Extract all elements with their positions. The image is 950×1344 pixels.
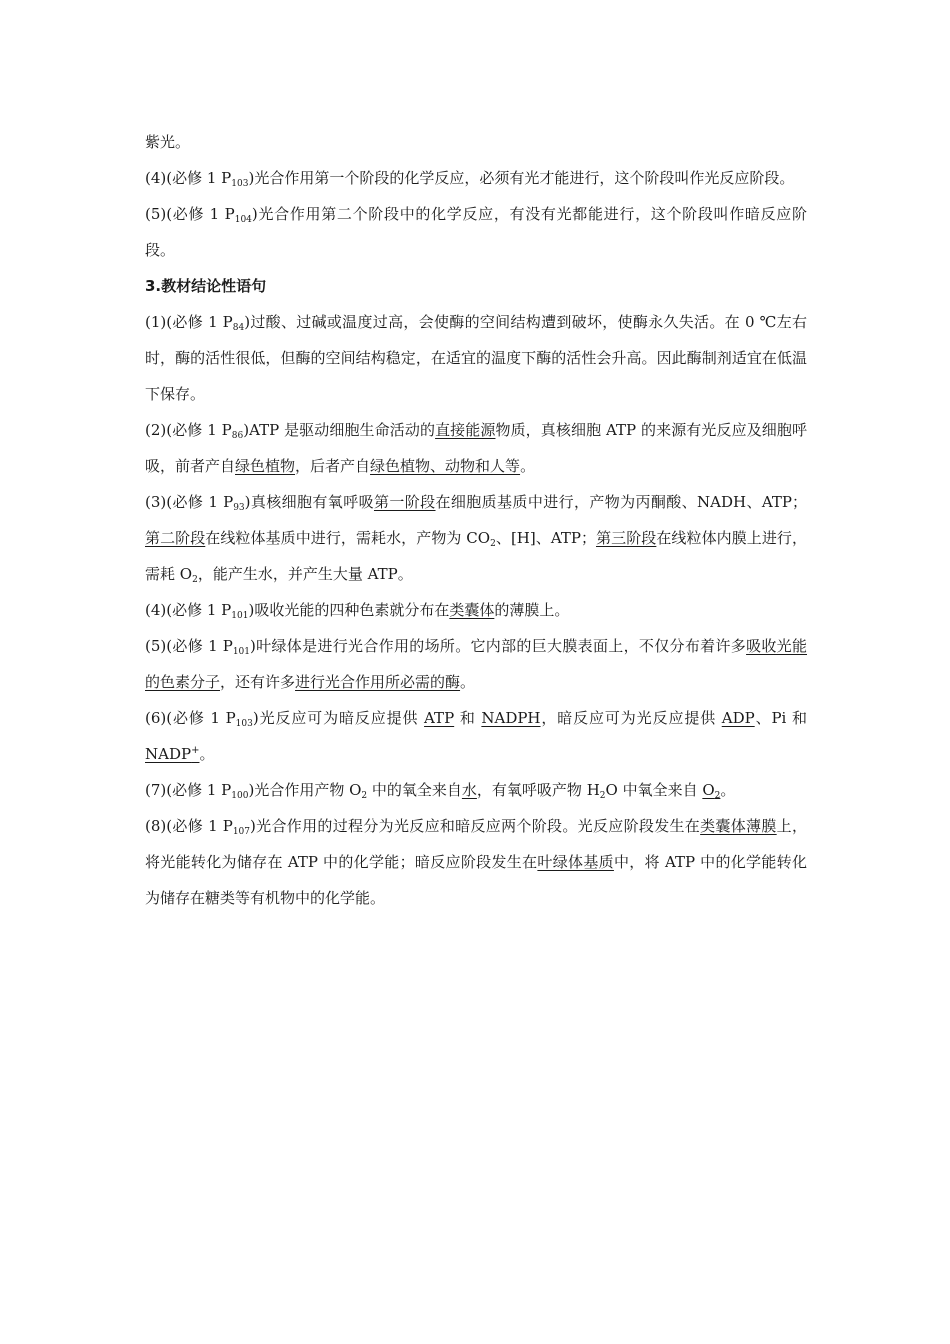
text: 。 [720,781,736,799]
item-3 [145,484,807,592]
text: )真核细胞有氧呼吸 [244,493,374,511]
text: 上，将光能转化为储存在 ATP 中的化学能；暗反应阶段发生在 [145,817,807,871]
text: )过酸、过碱或温度过高，会使酶的空间结构遭到破坏，使酶永久失活。在 0 ℃左右时，酶的活性很低，但酶的空间结构稳定，在适宜的温度下酶的活性会升高。因此酶制剂适宜在低温下保存。 [145,313,808,403]
text: )ATP 是驱动细胞生命活动的 [243,421,436,439]
underlined-answer: ATP [424,709,455,727]
text: 、Pi 和 [754,709,807,727]
underlined-answer: 第一阶段 [373,493,436,511]
underlined-answer: ADP [721,709,755,727]
text: )吸收光能的四种色素就分布在 [248,601,450,619]
item-1 [145,304,807,412]
underlined-answer [702,781,720,799]
text: 。 [199,745,215,763]
underlined-answer: 直接能源 [435,421,496,439]
text: 。 [520,457,536,475]
underlined-answer: 进行光合作用所必需的酶 [295,673,461,691]
underlined-answer: NADPH [481,709,541,727]
text: 和 [454,709,482,727]
text: (4)(必修 1 P [145,601,232,619]
page-ref: 101 [232,647,251,657]
paragraph-4 [145,160,807,196]
superscript: + [191,745,200,756]
page-ref: 86 [231,431,244,441]
text: 。 [460,673,476,691]
text: )光合作用第二个阶段中的化学反应，有没有光都能进行，这个阶段叫作暗反应阶段。 [145,205,807,259]
text: ，后者产自 [295,457,371,475]
text: (5)(必修 1 P [145,205,235,223]
text: (1)(必修 1 P [145,313,233,331]
underlined-answer: 吸收光能的色素分子 [145,637,807,691]
text: 中的氧全来自 [367,781,462,799]
text: 中，将 ATP 中的化学能转化为储存在糖类等有机物中的化学能。 [145,853,807,907]
underlined-answer: 类囊体 [449,601,495,619]
text: ，暗反应可为光反应提供 [540,709,722,727]
text: 在线粒体基质中进行，需耗水，产物为 CO [205,529,491,547]
text: 的薄膜上。 [494,601,570,619]
text: O 中氧全来自 [605,781,703,799]
page-ref: 84 [232,323,245,333]
text: (2)(必修 1 P [145,421,232,439]
text: 在细胞质基质中进行，产物为丙酮酸、NADH、ATP； [435,493,807,511]
text: )光合作用产物 O [248,781,362,799]
subscript: 2 [361,791,368,801]
text: )叶绿体是进行光合作用的场所。它内部的巨大膜表面上，不仅分布着许多 [250,637,747,655]
text: (5)(必修 1 P [145,637,233,655]
text: 、[H]、ATP； [495,529,596,547]
subscript: 2 [192,575,198,585]
item-6 [145,700,807,772]
text: (7)(必修 1 P [145,781,232,799]
text: )光合作用第一个阶段的化学反应，必须有光才能进行，这个阶段叫作光反应阶段。 [248,169,795,187]
text: 在线粒体内膜上进行，需耗 O [145,529,807,583]
underlined-answer: 第二阶段 [145,529,206,547]
item-5 [145,628,807,700]
underlined-answer: 绿色植物 [235,457,296,475]
subscript: 2 [599,791,606,801]
underlined-answer: 第三阶段 [596,529,657,547]
page-ref: 101 [231,611,249,621]
subscript: 2 [714,791,721,801]
page-ref: 93 [233,503,245,513]
item-2 [145,412,807,484]
underlined-answer: 叶绿体基质 [537,853,614,871]
document-body [145,124,807,916]
page-ref: 107 [232,827,251,837]
underlined-answer: 类囊体薄膜 [700,817,777,835]
text: )光反应可为暗反应提供 [252,709,425,727]
text: ，能产生水，并产生大量 ATP。 [197,565,413,583]
paragraph-5 [145,196,807,268]
subscript: 2 [490,539,496,549]
page-ref: 100 [231,791,249,801]
text: (6)(必修 1 P [145,709,236,727]
paragraph-line [145,124,807,160]
text: 物质，真核细胞 ATP 的来源有光反应及细胞呼吸，前者产自 [145,421,807,475]
page-ref: 104 [234,215,252,225]
text: )光合作用的过程分为光反应和暗反应两个阶段。光反应阶段发生在 [250,817,701,835]
underlined-answer [145,745,199,763]
page-ref: 103 [231,179,249,189]
underlined-answer: 水 [461,781,477,799]
page-ref: 103 [235,719,253,729]
text: ，还有许多 [220,673,296,691]
text: O [702,781,715,799]
item-7 [145,772,807,808]
underlined-answer: 绿色植物、动物和人等 [370,457,521,475]
text: ，有氧呼吸产物 H [476,781,600,799]
text: (4)(必修 1 P [145,169,232,187]
item-4 [145,592,807,628]
item-8 [145,808,807,916]
text: (3)(必修 1 P [145,493,234,511]
text: (8)(必修 1 P [145,817,233,835]
section-heading: 3.教材结论性语句 [145,277,267,295]
text: NADP [145,745,192,763]
text: 紫光。 [145,133,191,151]
